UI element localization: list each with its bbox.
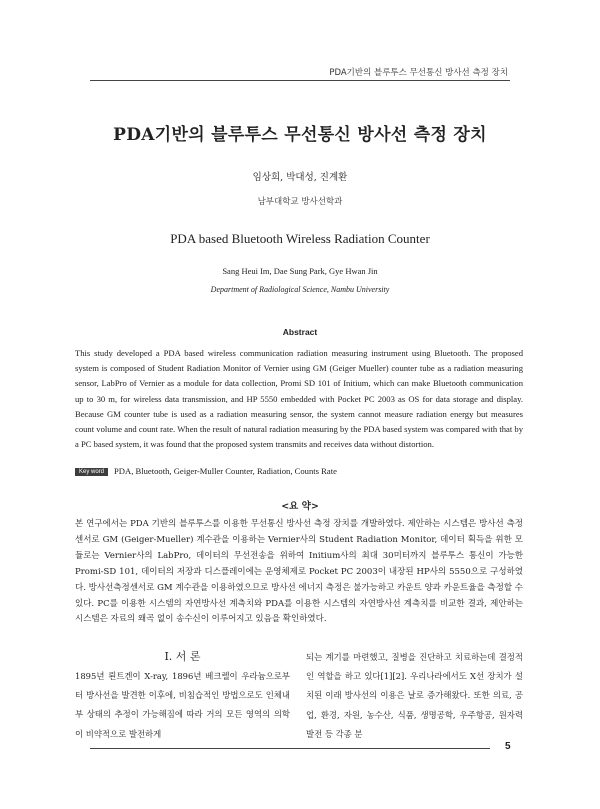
authors-english: Sang Heui Im, Dae Sung Park, Gye Hwan Jin — [222, 266, 378, 276]
page-number: 5 — [505, 741, 511, 752]
paper-title-english: PDA based Bluetooth Wireless Radiation Counter — [170, 231, 430, 246]
intro-left-column: 1895년 뢴트겐이 X-ray, 1896년 베크렐이 우라늄으로부터 방사선을 발견한 이후에, 비침습적인 방법으로도 인체내부 상태의 추정이 가능해짐에 따라 거의 모든 영역의 의학이 비약적으로 발전하게 — [75, 671, 290, 739]
korean-abstract-heading: <요 약> — [281, 501, 319, 512]
section-heading-introduction: Ⅰ. 서 론 — [164, 650, 201, 663]
paper-title-korean: PDA기반의 블루투스 무선통신 방사선 측정 장치 — [113, 125, 487, 145]
running-header: PDA기반의 블루투스 무선통신 방사선 측정 장치 — [329, 68, 508, 78]
footer-rule — [90, 748, 490, 749]
authors-korean: 임상희, 박대성, 진계환 — [252, 172, 348, 183]
keywords-line — [75, 466, 337, 476]
affiliation-english: Department of Radiological Science, Nambu University — [210, 285, 390, 294]
keyword-badge: Key word — [75, 468, 108, 476]
abstract-heading: Abstract — [282, 327, 318, 337]
korean-abstract-text: 본 연구에서는 PDA 기반의 블루투스를 이용한 무선통신 방사선 측정 장치를 개발하였다. 제안하는 시스템은 방사선 측정 센서로 GM (Geiger-Mueller) 계수관을 이용하는 Vernier사의 Student Radiation Monitor, 데이터 획득을 위한 모듈로는 Vernier사의 LabPro, 데이터의 무선전송을 위하여 Initium사의 최대 30미터까지 블루투스 통신이 가능한 Promi-SD 101, 데이터의 저장과 디스플레이에는 운영체제로 Pocket PC 2003이 내장된 HP사의 5550으로 구성하였다. 방사선측정센서로 GM 계수관을 이용하였으므로 방사선 에너지 측정은 불가능하고 카운트 양과 카운트율을 측정할 수 있다. PC를 이용한 시스템의 자연방사선 계측치와 PDA를 이용한 시스템의 자연방사선 계측치를 비교한 결과, 제안하는 시스템은 자료의 왜곡 없이 송수신이 이루어지고 있음을 확인하였다. — [75, 519, 523, 625]
intro-right-column: 되는 계기를 마련했고, 질병을 진단하고 치료하는데 결정적인 역할을 하고 있다[1][2]. 우리나라에서도 X선 장치가 설치된 이래 방사선의 이용은 날로 증가해왔다. 또한 의료, 공업, 환경, 자원, 농수산, 식품, 생명공학, 우주항공, 원자력 발전 등 각종 분 — [306, 652, 523, 739]
header-rule — [90, 80, 510, 81]
affiliation-korean: 남부대학교 방사선학과 — [257, 197, 343, 207]
keywords-text: PDA, Bluetooth, Geiger-Muller Counter, Radiation, Counts Rate — [114, 466, 337, 476]
abstract-text: This study developed a PDA based wireless communication radiation measuring instrument using Bluetooth. The proposed system is composed of Student Radiation Monitor of Vernier using GM (Geiger Mueller) counter tube as a radiation measuring sensor, LabPro of Vernier as a module for data collection, Promi SD 101 of Initium, which can make Bluetooth communication up to 30 m, for wireless data transmission, and HP 5550 embedded with Pocket PC 2003 as OS for data storage and display. Because GM counter tube is used as a radiation measuring sensor, the system cannot measure radiation energy but measures count volume and count rate. When the result of natural radiation measuring by the PDA based system was compared with that by a PC based system, it was found that the proposed system transmits and receives data without distortion. — [75, 348, 523, 450]
